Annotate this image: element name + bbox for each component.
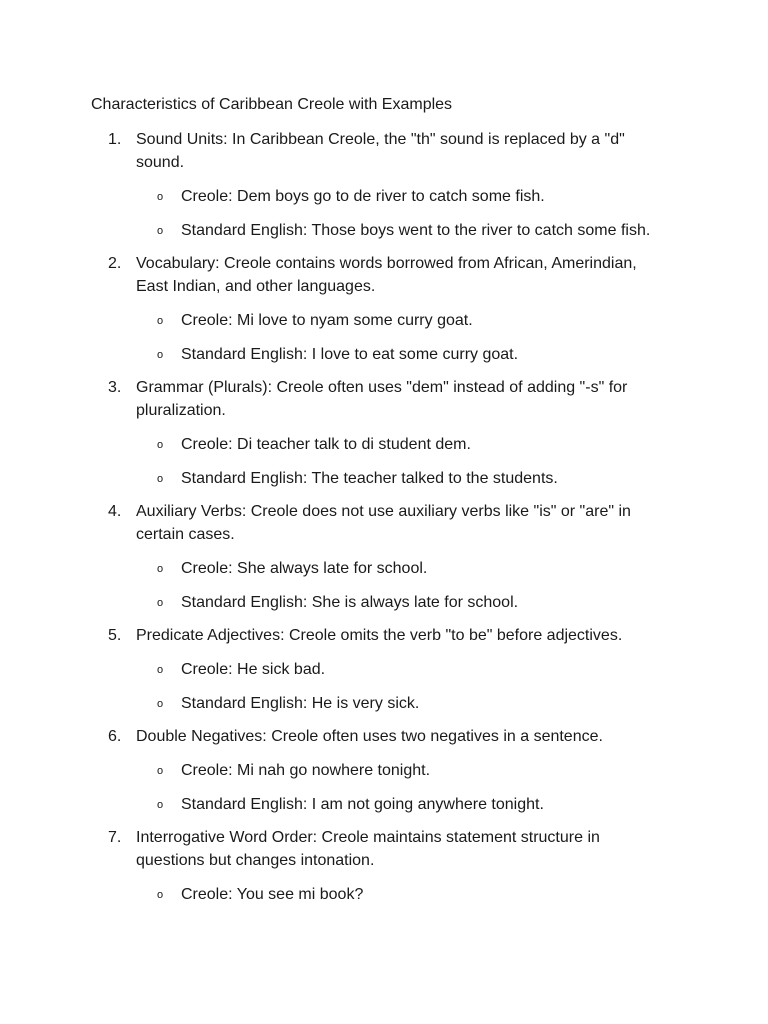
item-text: Sound Units: In Caribbean Creole, the "th" sound is replaced by a "d" sound. (136, 131, 625, 171)
list-item (0, 500, 768, 614)
bullet-icon: o (157, 563, 164, 575)
example-list (0, 883, 768, 906)
example-text: Standard English: I love to eat some curry goat. (181, 346, 519, 363)
example-item (0, 591, 768, 614)
example-text: Creole: She always late for school. (181, 560, 428, 577)
item-heading (0, 725, 656, 748)
example-item (0, 433, 768, 456)
item-heading (0, 624, 656, 647)
bullet-icon: o (157, 664, 164, 676)
example-text: Standard English: The teacher talked to the students. (181, 470, 558, 487)
example-list (0, 658, 768, 715)
example-text: Creole: He sick bad. (181, 661, 326, 678)
example-list (0, 309, 768, 366)
list-item (0, 128, 768, 242)
item-number: 2. (108, 255, 122, 272)
example-text: Creole: Di teacher talk to di student dem. (181, 436, 471, 453)
example-text: Creole: Dem boys go to de river to catch some fish. (181, 188, 545, 205)
example-item (0, 658, 768, 681)
bullet-icon: o (157, 889, 164, 901)
characteristics-list (0, 128, 768, 916)
item-heading (0, 826, 656, 872)
example-text: Creole: Mi love to nyam some curry goat. (181, 312, 473, 329)
example-text: Standard English: She is always late for school. (181, 594, 519, 611)
item-text: Predicate Adjectives: Creole omits the verb "to be" before adjectives. (136, 627, 623, 644)
item-number: 6. (108, 728, 122, 745)
item-heading (0, 128, 656, 174)
item-text: Vocabulary: Creole contains words borrowed from African, Amerindian, East Indian, and other languages. (136, 255, 637, 295)
example-item (0, 185, 768, 208)
bullet-icon: o (157, 597, 164, 609)
example-item (0, 219, 768, 242)
item-text: Interrogative Word Order: Creole maintains statement structure in questions but changes intonation. (136, 829, 600, 869)
example-text: Creole: Mi nah go nowhere tonight. (181, 762, 431, 779)
bullet-icon: o (157, 765, 164, 777)
item-text: Auxiliary Verbs: Creole does not use auxiliary verbs like "is" or "are" in certain cases. (136, 503, 631, 543)
example-text: Standard English: He is very sick. (181, 695, 420, 712)
list-item (0, 376, 768, 490)
example-item (0, 759, 768, 782)
example-list (0, 557, 768, 614)
example-list (0, 433, 768, 490)
bullet-icon: o (157, 473, 164, 485)
item-heading (0, 500, 656, 546)
item-heading (0, 376, 656, 422)
item-number: 1. (108, 131, 122, 148)
bullet-icon: o (157, 225, 164, 237)
list-item (0, 826, 768, 906)
document-title: Characteristics of Caribbean Creole with Examples (91, 96, 453, 113)
bullet-icon: o (157, 349, 164, 361)
example-text: Creole: You see mi book? (181, 886, 364, 903)
example-item (0, 343, 768, 366)
example-item (0, 557, 768, 580)
item-text: Grammar (Plurals): Creole often uses "dem" instead of adding "-s" for pluralization. (136, 379, 628, 419)
example-item (0, 793, 768, 816)
bullet-icon: o (157, 439, 164, 451)
example-list (0, 759, 768, 816)
item-number: 3. (108, 379, 122, 396)
example-text: Standard English: Those boys went to the river to catch some fish. (181, 222, 651, 239)
bullet-icon: o (157, 315, 164, 327)
example-item (0, 692, 768, 715)
list-item (0, 624, 768, 715)
item-number: 4. (108, 503, 122, 520)
example-list (0, 185, 768, 242)
example-item (0, 309, 768, 332)
item-text: Double Negatives: Creole often uses two negatives in a sentence. (136, 728, 603, 745)
list-item (0, 252, 768, 366)
item-number: 7. (108, 829, 122, 846)
item-heading (0, 252, 656, 298)
item-number: 5. (108, 627, 122, 644)
bullet-icon: o (157, 698, 164, 710)
bullet-icon: o (157, 799, 164, 811)
example-text: Standard English: I am not going anywhere tonight. (181, 796, 544, 813)
example-item (0, 883, 768, 906)
list-item (0, 725, 768, 816)
bullet-icon: o (157, 191, 164, 203)
example-item (0, 467, 768, 490)
